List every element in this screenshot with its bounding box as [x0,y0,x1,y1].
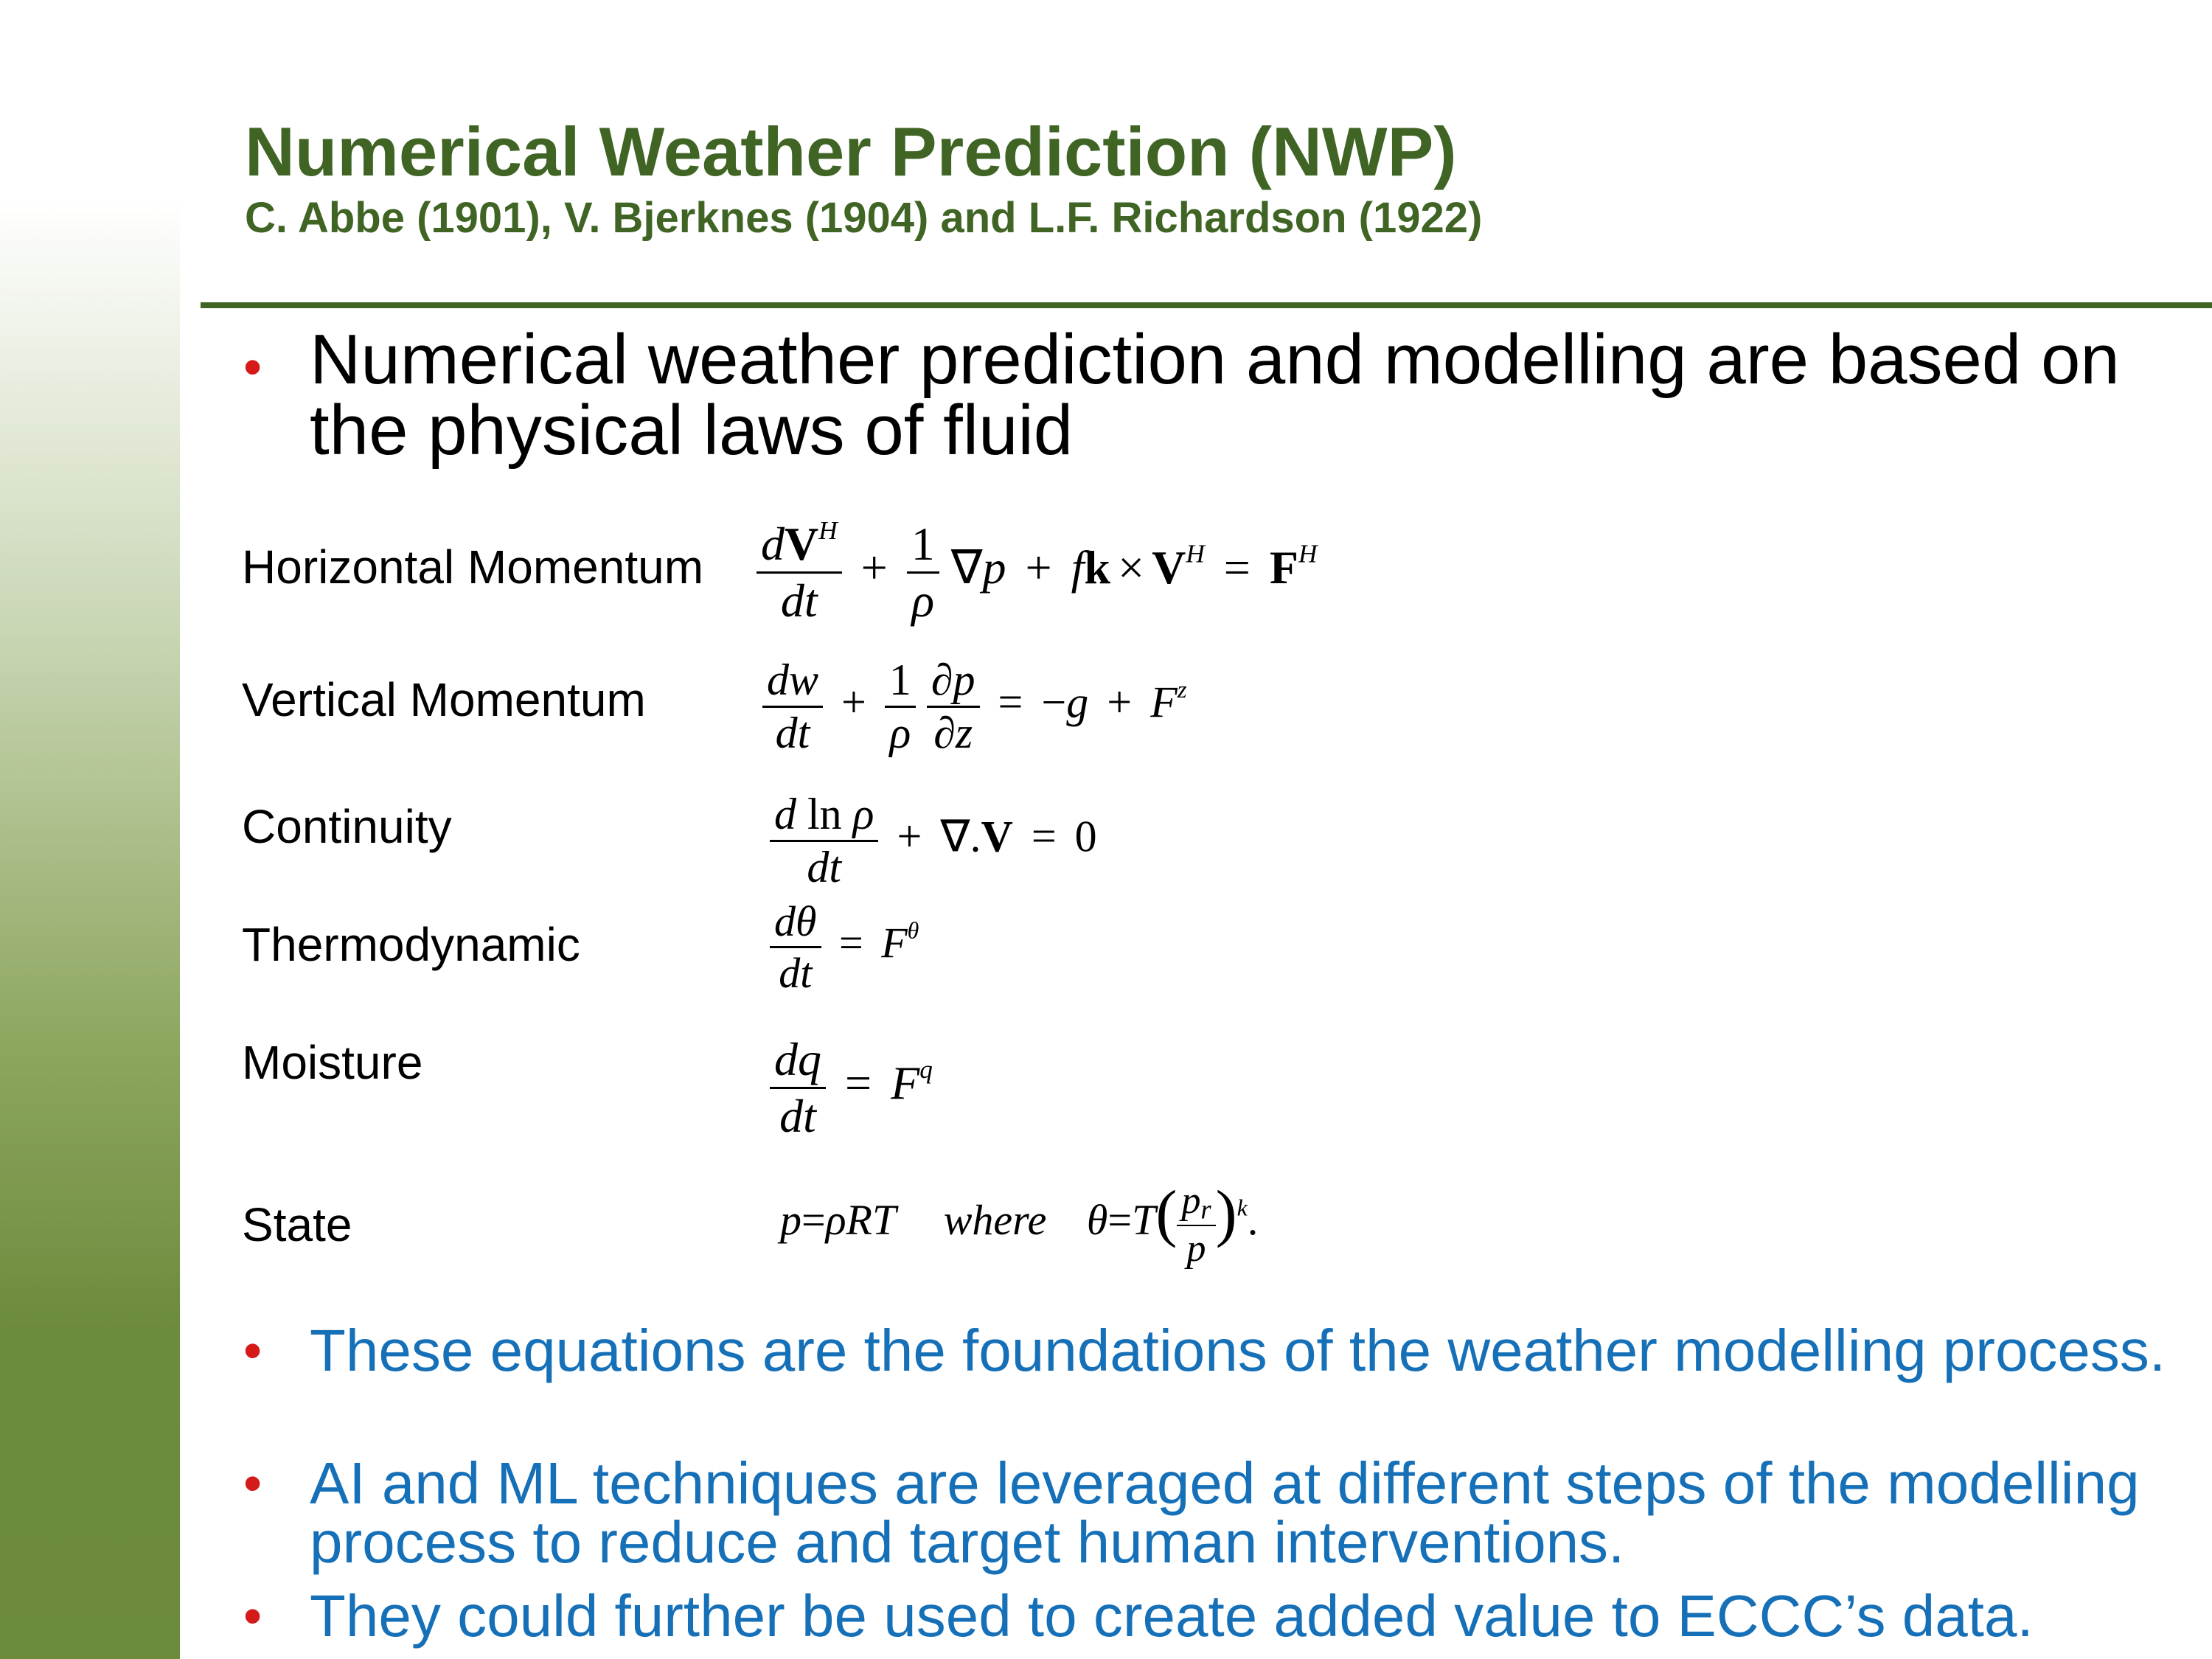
bullet-text: They could further be used to create added value to ECCC’s data. [310,1583,2034,1649]
equation-horizontal-momentum: $\frac{dV^H}{dt}$ + $\frac{1}{\rho}$ ∇p + fk × $V^H = F^H$ [757,516,1317,628]
title-divider [201,302,2212,308]
equation-thermodynamic: $\frac{d\theta}{dt}$ = $F^\theta$ [770,897,919,998]
bullet-icon: • [243,1587,262,1646]
equation-state: p=ρRT where θ=T( $\frac{pr}{p}$ )$^k$. [780,1177,1259,1270]
main-bullet-text: Numerical weather prediction and modelling are based on the physical laws of fluid [310,320,2120,470]
bullet-icon: • [243,1454,262,1513]
equation-continuity: $\frac{\text{d ln ρ}}{dt}$ + ∇.V = 0 [770,789,1097,893]
slide-subtitle: C. Abbe (1901), V. Bjerknes (1904) and L.F. Richardson (1922) [245,194,1483,242]
equation-label-vertical-momentum: Vertical Momentum [242,673,646,726]
equation-label-state: State [242,1198,352,1251]
equation-label-horizontal-momentum: Horizontal Momentum [242,540,703,594]
sidebar-gradient [0,0,180,1659]
equation-vertical-momentum: $\frac{dw}{dt}$ + $\frac{1}{\rho}$ $\frac{\partial p}{\partial z}$ = $-g + F^z$ [762,655,1187,759]
bullet-icon: • [243,338,262,397]
equation-label-thermodynamic: Thermodynamic [242,918,580,971]
equation-label-continuity: Continuity [242,800,452,853]
bullet-text: These equations are the foundations of the weather modelling process. [310,1318,2166,1383]
slide-title: Numerical Weather Prediction (NWP) [245,113,1457,190]
bullet-text: AI and ML techniques are leveraged at different steps of the modelling process to reduce and target human interventions. [310,1450,2140,1575]
bullet-icon: • [243,1321,262,1380]
equation-moisture: $\frac{dq}{dt}$ = $F^q$ [770,1032,933,1144]
equation-label-moisture: Moisture [242,1036,423,1089]
